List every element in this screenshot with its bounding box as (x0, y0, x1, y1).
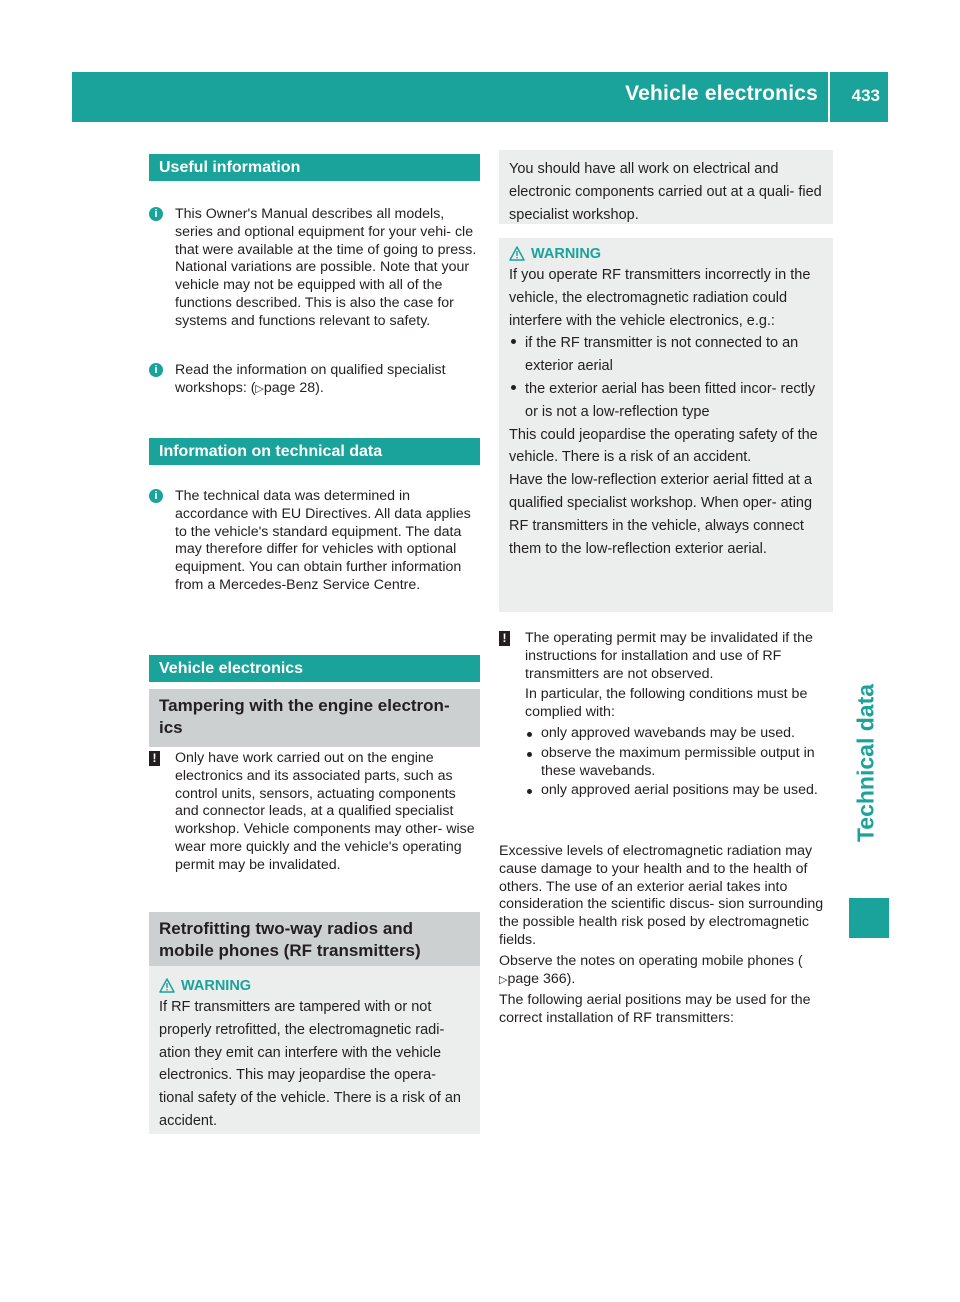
info-icon: i (149, 207, 163, 221)
subheading-retrofitting: Retrofitting two-way radios and mobile phones (RF transmitters) (149, 912, 480, 970)
aerial-paragraph: The following aerial positions may be used for the correct installation of RF transmitters: (499, 992, 811, 1027)
header-title: Vehicle electronics (625, 82, 818, 105)
info-note (149, 206, 480, 331)
warning-label: WARNING (181, 978, 252, 994)
subheading-tampering: Tampering with the engine electron- ics (149, 689, 480, 747)
info-box-text: You should have all work on electrical and electronic components carried out at a quali- fied specialist workshop. (509, 161, 822, 223)
page-ref-arrow-icon: ▷ (255, 382, 264, 395)
health-paragraph: Excessive levels of electromagnetic radiation may cause damage to your health and to the health of others. The use of an exterior aerial takes into consideration the scientific discus- sion surrounding the possible health risk posed by electromagnetic fields. (499, 843, 824, 948)
caution-note (149, 750, 480, 875)
page-reference-link[interactable]: page 366). (507, 970, 576, 987)
warning-box (149, 966, 480, 1134)
note-text: The operating permit may be invalidated if the instructions for installation and use of RF transmitters are not observed. (525, 630, 813, 682)
info-note (149, 362, 480, 399)
section-tab (843, 645, 889, 880)
heading-useful-information: Useful information (149, 154, 480, 181)
warning-triangle-icon (159, 978, 175, 993)
list-item: only approved wavebands may be used. (525, 725, 835, 743)
body-text (499, 843, 835, 1028)
info-icon: i (149, 489, 163, 503)
exclamation-icon: ! (149, 751, 160, 766)
heading-vehicle-electronics: Vehicle electronics (149, 655, 480, 682)
warning-text: If RF transmitters are tampered with or not properly retrofitted, the electromagnetic radi- ation they emit can interfere with the vehicle electronics. This may jeopardise the opera- tional safety of the vehicle. There is a risk of an accident. (159, 999, 461, 1129)
exclamation-icon: ! (499, 631, 510, 646)
note-text: The technical data was determined in accordance with EU Directives. All data applies to the vehicle's standard equipment. The data may therefore differ for vehicles with optional equipment. You can obtain further information from a Mercedes-Benz Service Centre. (175, 488, 471, 593)
phones-paragraph: Observe the notes on operating mobile phones ( ▷page 366). (499, 952, 803, 987)
section-tab-marker (849, 898, 889, 938)
note-text: Read the information on qualified specialist workshops: (▷page 28). (175, 362, 446, 396)
warning-title (159, 976, 472, 996)
page-reference-link[interactable]: page 28). (263, 379, 324, 396)
caution-note (499, 630, 835, 800)
page-ref-arrow-icon: ▷ (499, 973, 508, 986)
warning-title (509, 244, 825, 264)
header-divider (828, 72, 830, 122)
page-header (72, 72, 888, 122)
warning-label: WARNING (531, 246, 602, 262)
note-text: Only have work carried out on the engine electronics and its associated parts, such as control units, sensors, actuating components and connector leads, at a qualified specialist workshop. Vehicle components may other- wise wear more quickly and the vehicle's operating permit may be invalidated. (175, 750, 475, 873)
warning-bullet-list (509, 332, 825, 423)
warning-text: If you operate RF transmitters incorrectly in the vehicle, the electromagnetic radiation could interfere with the vehicle electronics, e.g.: if the RF transmitter is not connected to an exterior aerial the exterior aerial has been fitted incor- rectly or is not a low-reflection type This could jeopardise the operating safety of the vehicle. There is a risk of an accident. Have the low-reflection exterior aerial fitted at a qualified specialist workshop. When oper- ating RF transmitters in the vehicle, always connect them to the low-reflection exterior aerial. (509, 264, 825, 560)
list-item: only approved aerial positions may be used. (525, 782, 835, 800)
warning-triangle-icon (509, 246, 525, 261)
page-number: 433 (851, 86, 880, 105)
conditions-bullet-list (525, 725, 835, 800)
note-text: In particular, the following conditions must be complied with: (525, 686, 808, 721)
list-item: observe the maximum permissible output in these wavebands. (525, 745, 835, 781)
info-icon: i (149, 363, 163, 377)
section-tab-label: Technical data (852, 683, 879, 842)
heading-technical-data: Information on technical data (149, 438, 480, 465)
list-item: the exterior aerial has been fitted incor- rectly or is not a low-reflection type (509, 378, 825, 424)
note-text: This Owner's Manual describes all models, series and optional equipment for your vehi- cle that were available at the time of going to press. National variations are possible. Note that your vehicle may not be equipped with all of the functions described. This is also the case for systems and functions relevant to safety. (175, 206, 477, 329)
info-box (499, 150, 833, 224)
warning-box (499, 238, 833, 612)
list-item: if the RF transmitter is not connected to an exterior aerial (509, 332, 825, 378)
info-note (149, 488, 480, 595)
